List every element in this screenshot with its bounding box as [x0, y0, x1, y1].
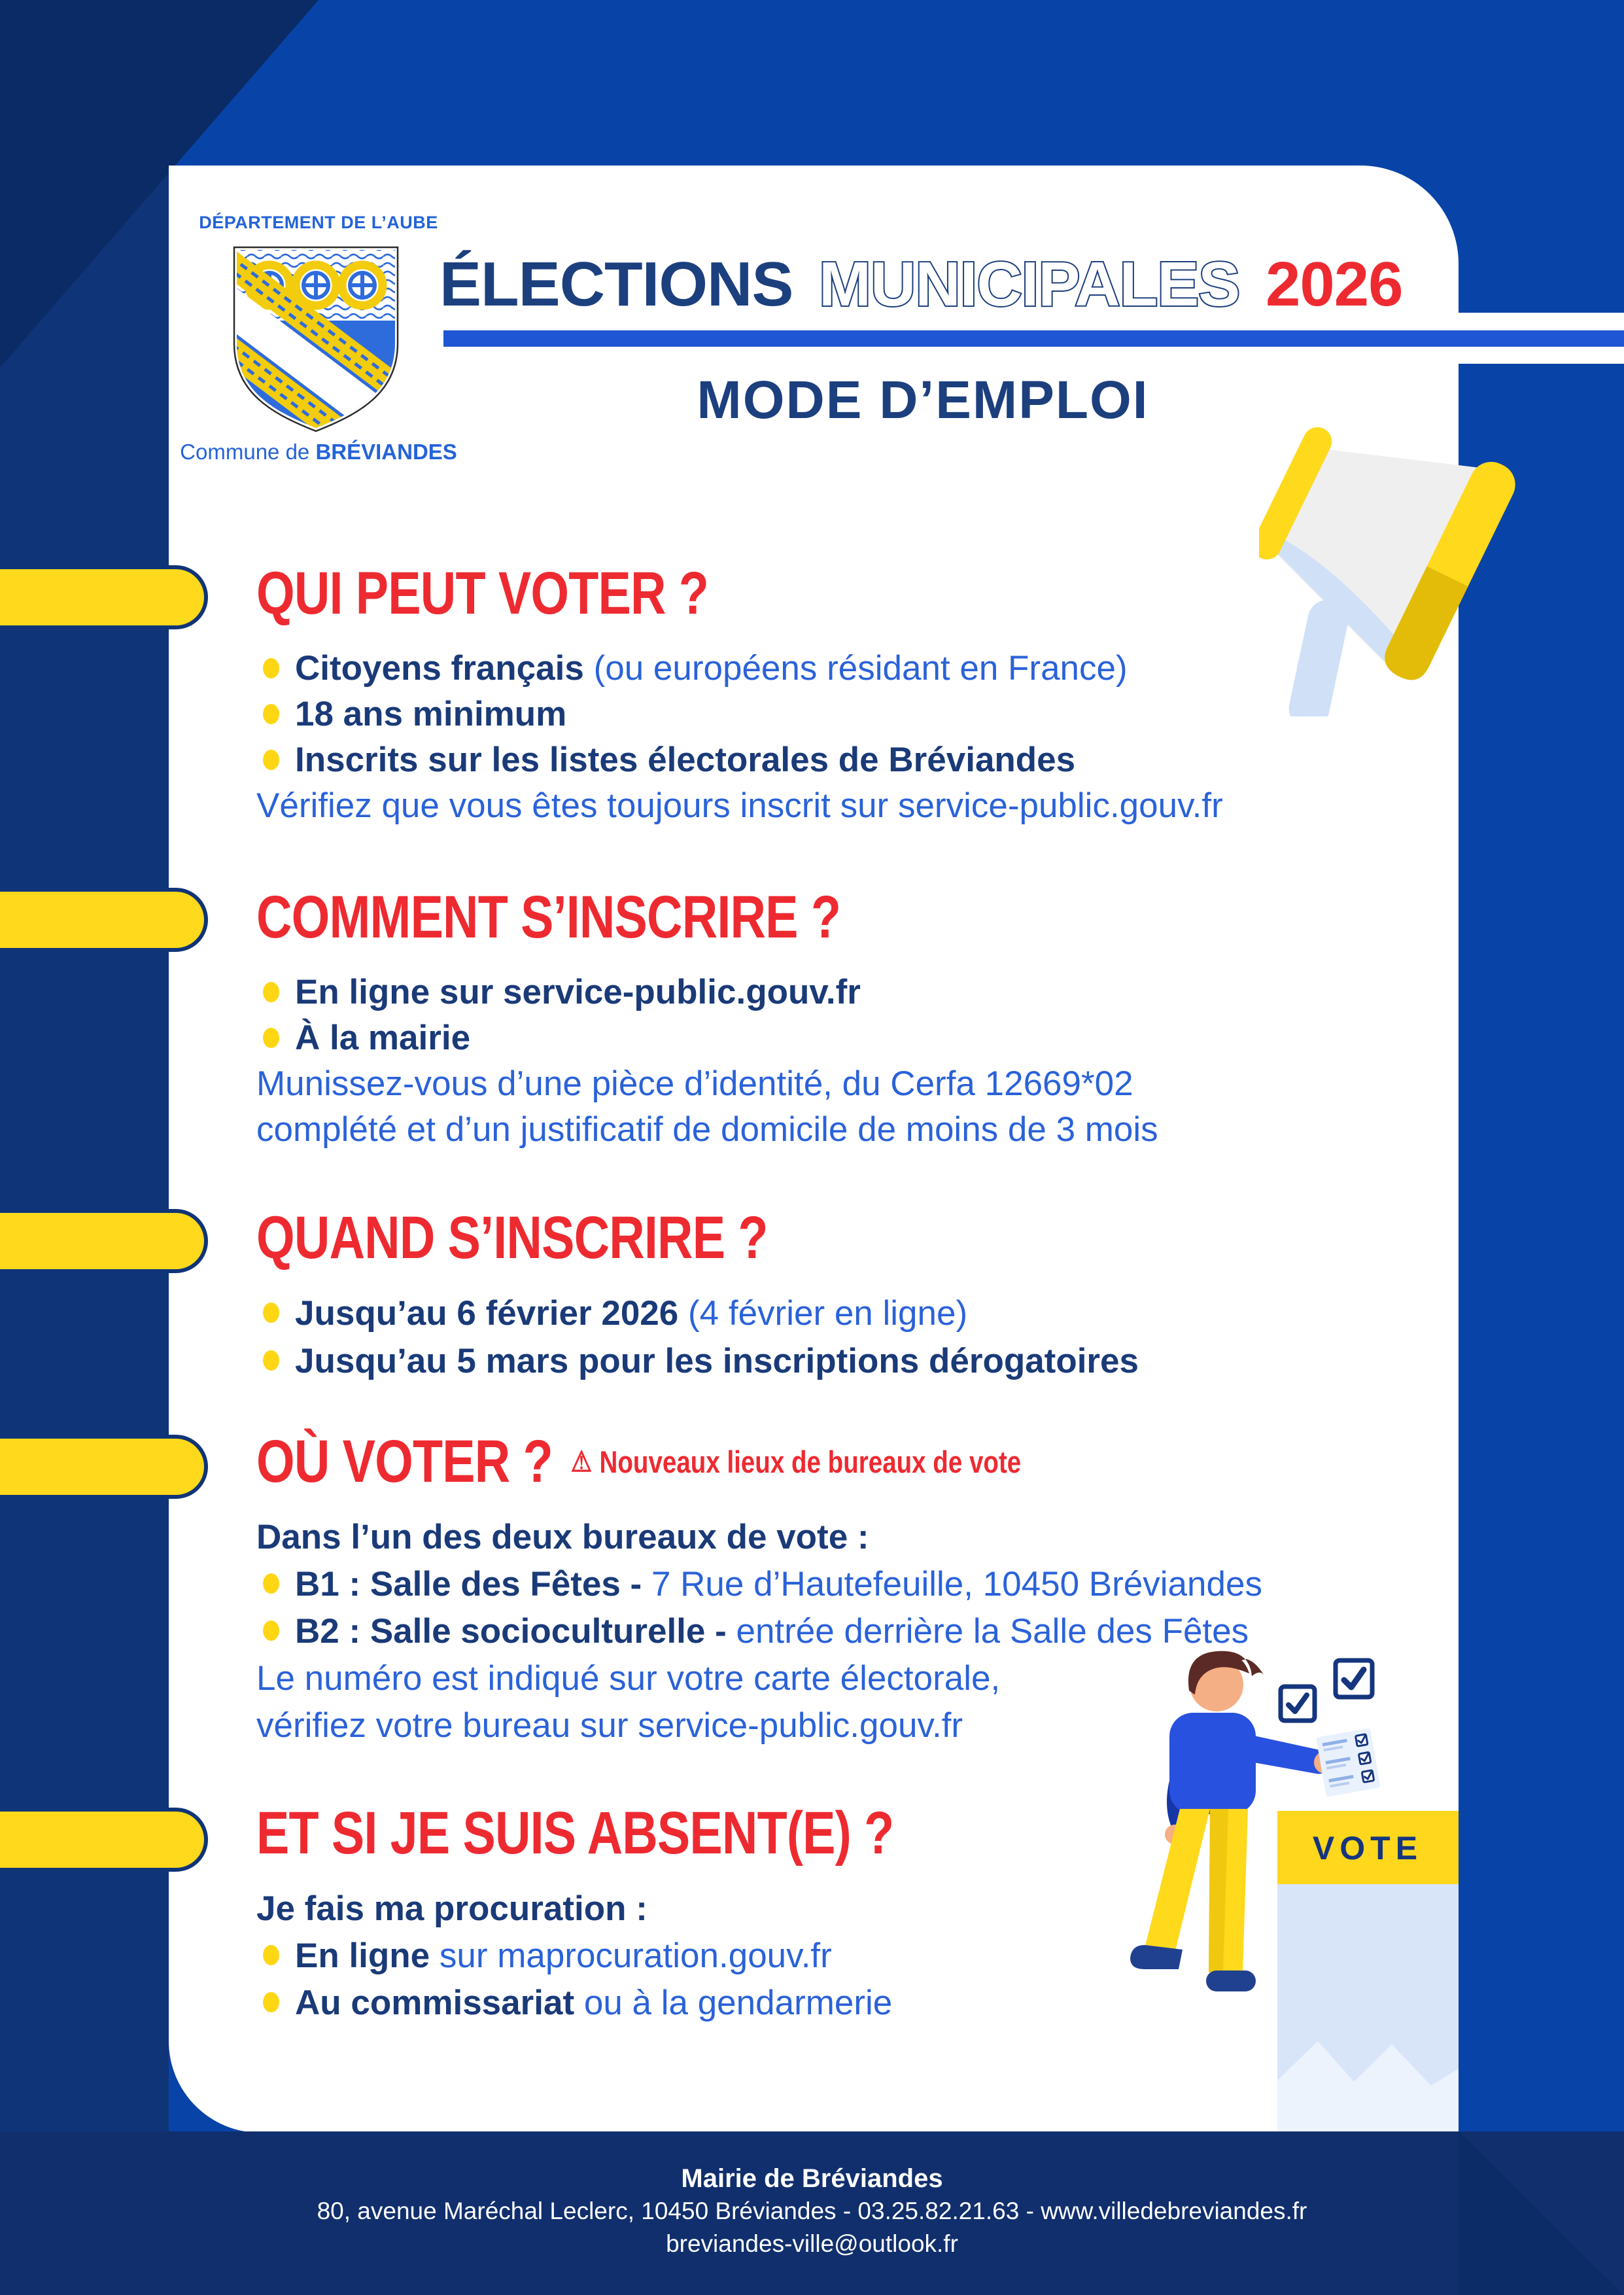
section-heading: QUI PEUT VOTER ?	[256, 560, 709, 627]
bullet-dot-icon	[263, 1350, 279, 1371]
bullet-item: 18 ans minimum	[256, 693, 1434, 739]
checkbox-icon	[1281, 1687, 1315, 1721]
paragraph-line: Le numéro est indiqué sur votre carte électorale,	[256, 1659, 1001, 1698]
paragraph-line: Munissez-vous d’une pièce d’identité, du Cerfa 12669*02	[256, 1064, 1133, 1103]
department-label: DÉPARTEMENT DE L’AUBE	[199, 213, 438, 232]
footer-address: 80, avenue Maréchal Leclerc, 10450 Bréviandes - 03.25.82.21.63 - www.villedebreviandes.fr	[317, 2198, 1307, 2224]
commune-name: BRÉVIANDES	[315, 440, 457, 464]
paragraph-line: Je fais ma procuration :	[256, 1889, 648, 1928]
voter-illustration	[1125, 1616, 1491, 2139]
section-heading: COMMENT S’INSCRIRE ?	[256, 884, 841, 951]
bullet-dot-icon	[263, 1621, 279, 1641]
section-quand	[256, 1204, 1434, 1388]
svg-text:VOTE: VOTE	[1312, 1830, 1423, 1866]
paragraph-line: complété et d’un justificatif de domicile de moins de 3 mois	[256, 1110, 1158, 1149]
section-heading: ET SI JE SUIS ABSENT(E) ?	[256, 1800, 894, 1866]
paragraph-line: Dans l’un des deux bureaux de vote :	[256, 1518, 869, 1556]
commune-label: Commune de BRÉVIANDES	[180, 440, 457, 464]
bullet-dot-icon	[263, 1303, 279, 1323]
ballot-box	[1277, 1811, 1459, 2131]
bullet-item: Au commissariat ou à la gendarmerie	[256, 1982, 1434, 2029]
bullet-item: Citoyens français (ou européens résidant en France)	[256, 648, 1434, 693]
bullet-item: B2 : Salle socioculturelle - entrée derrière la Salle des Fêtes	[256, 1610, 1434, 1657]
bullet-dot-icon	[263, 1945, 279, 1965]
section-comment	[256, 883, 1434, 1155]
bullet-dot-icon	[263, 1573, 279, 1594]
bullet-dot-icon	[263, 1028, 279, 1048]
section-heading: QUAND S’INSCRIRE ?	[256, 1204, 768, 1271]
bullet-dot-icon	[263, 750, 279, 770]
page-subtitle: MODE D’EMPLOI	[697, 370, 1149, 430]
checkbox-icon	[1336, 1660, 1372, 1697]
title-elections: ÉLECTIONS	[440, 249, 793, 319]
bullet-item: Inscrits sur les listes électorales de Bréviandes	[256, 739, 1434, 785]
footer-title: Mairie de Bréviandes	[681, 2164, 943, 2193]
title-year: 2026	[1265, 249, 1403, 319]
bullet-item: Jusqu’au 5 mars pour les inscriptions dérogatoires	[256, 1340, 1434, 1388]
bullet-item: B1 : Salle des Fêtes - 7 Rue d’Hautefeuille, 10450 Bréviandes	[256, 1563, 1434, 1610]
section-qui	[256, 559, 1434, 831]
paragraph-line: vérifiez votre bureau sur service-public.gouv.fr	[256, 1706, 963, 1745]
bullet-dot-icon	[263, 704, 279, 724]
bullet-dot-icon	[263, 982, 279, 1002]
bullet-item: À la mairie	[256, 1017, 1434, 1063]
bullet-item: En ligne sur maprocuration.gouv.fr	[256, 1935, 1434, 1982]
bullet-item: En ligne sur service-public.gouv.fr	[256, 972, 1434, 1017]
bullet-item: Jusqu’au 6 février 2026 (4 février en ligne)	[256, 1292, 1434, 1340]
section-note: ⚠ Nouveaux lieux de bureaux de vote	[570, 1445, 1022, 1479]
paragraph-line: Vérifiez que vous êtes toujours inscrit sur service-public.gouv.fr	[256, 786, 1223, 825]
title-municipales: MUNICIPALES	[819, 249, 1240, 319]
footer-email: breviandes-ville@outlook.fr	[666, 2230, 958, 2257]
footer	[0, 2131, 1624, 2295]
section-heading: OÙ VOTER ? ⚠ Nouveaux lieux de bureaux de vote	[256, 1428, 1022, 1495]
bullet-dot-icon	[263, 1992, 279, 2012]
warning-icon: ⚠	[570, 1446, 593, 1478]
bullet-dot-icon	[263, 658, 279, 678]
